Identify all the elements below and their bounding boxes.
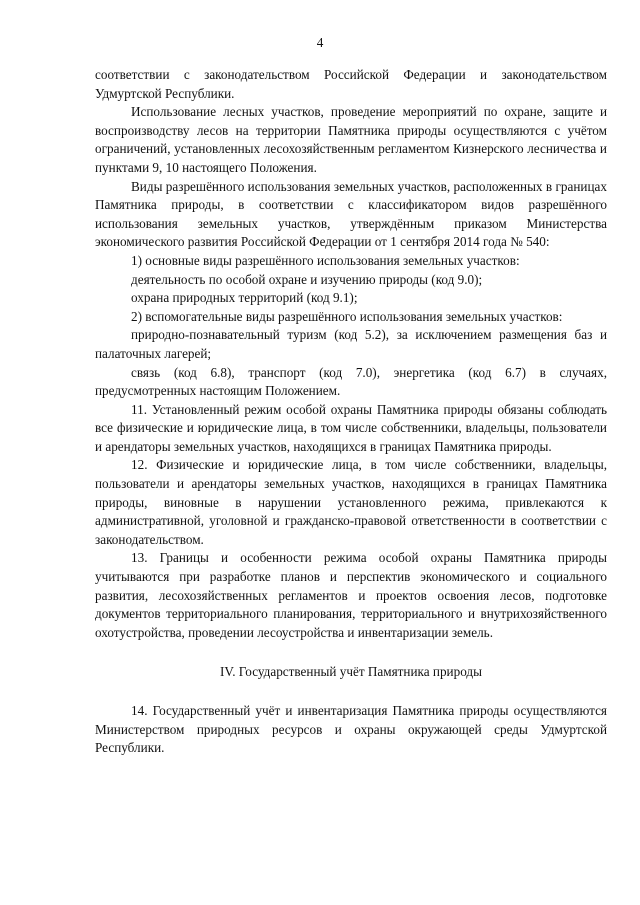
- paragraph-permitted-use: Виды разрешённого использования земельных участков, расположенных в границах Памятника природы, в соответствии с классификатором видов разрешённого использования земельных участков, утверждённым приказом Министерства экономического развития Российской Федерации от 1 сентября 2014 года № 540:: [95, 178, 607, 250]
- list-item-territory-protection: охрана природных территорий (код 9.1);: [131, 290, 358, 306]
- list-item-auxiliary-uses: 2) вспомогательные виды разрешённого использования земельных участков:: [131, 308, 563, 324]
- paragraph-14: 14. Государственный учёт и инвентаризация Памятника природы осуществляются Министерством природных ресурсов и охраны окружающей среды Удмуртской Республики.: [95, 703, 607, 756]
- list-item-communications: связь (код 6.8), транспорт (код 7.0), энергетика (код 6.7) в случаях, предусмотренных настоящим Положением.: [95, 364, 607, 399]
- section-heading: IV. Государственный учёт Памятника природы: [220, 664, 482, 680]
- list-item-nature-protection: деятельность по особой охране и изучению природы (код 9.0);: [131, 271, 483, 287]
- paragraph-continuation: соответствии с законодательством Российской Федерации и законодательством Удмуртской Республики.: [95, 67, 607, 101]
- paragraph-11: 11. Установленный режим особой охраны Памятника природы обязаны соблюдать все физические и юридические лица, в том числе собственники, владельцы, пользователи и арендаторы земельных участков, находящихся в границах Памятника природы.: [95, 401, 607, 454]
- paragraph-13: 13. Границы и особенности режима особой охраны Памятника природы учитываются при разработке планов и перспектив экономического и социального развития, лесохозяйственных регламентов и проектов освоения лесов, подготовке документов территориального планирования, территориального и внутрихозяйственного охотустройства, проведении лесоустройства и инвентаризации земель.: [95, 550, 607, 640]
- list-item-tourism: природно-познавательный туризм (код 5.2), за исключением размещения баз и палаточных лагерей;: [95, 327, 607, 361]
- paragraph-forest-use: Использование лесных участков, проведение мероприятий по охране, защите и воспроизводству лесов на территории Памятника природы осуществляются с учётом ограничений, установленных лесохозяйственным регламентом Кизнерского лесничества и пунктами 9, 10 настоящего Положения.: [95, 104, 607, 175]
- paragraph-12: 12. Физические и юридические лица, в том числе собственники, владельцы, пользователи и арендаторы земельных участков, находящихся в границах Памятника природы, виновные в нарушении установленного режима, привлекаются к административной, уголовной и гражданско-правовой ответственности в соответствии с законодательством.: [95, 457, 607, 547]
- list-item-main-uses: 1) основные виды разрешённого использования земельных участков:: [131, 252, 520, 268]
- page-number: 4: [316, 35, 324, 50]
- document-body: [95, 66, 607, 758]
